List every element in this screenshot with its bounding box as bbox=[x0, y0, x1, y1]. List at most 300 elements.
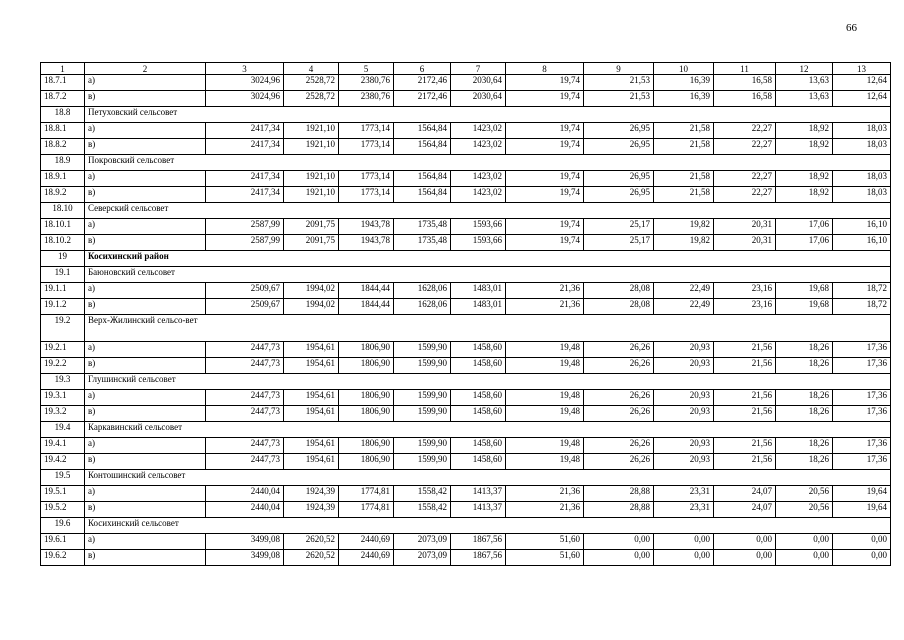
value-cell: 13,63 bbox=[776, 75, 833, 91]
value-cell: 17,36 bbox=[833, 342, 891, 358]
value-cell: 1458,60 bbox=[451, 342, 506, 358]
row-label: а) bbox=[85, 219, 206, 235]
row-label: в) bbox=[85, 502, 206, 518]
value-cell: 1954,61 bbox=[284, 406, 339, 422]
table-row bbox=[41, 502, 891, 518]
value-cell: 0,00 bbox=[776, 550, 833, 566]
column-number-header: 11 bbox=[714, 63, 776, 75]
row-label: в) bbox=[85, 454, 206, 470]
value-cell: 16,39 bbox=[654, 75, 714, 91]
value-cell: 1735,48 bbox=[394, 235, 451, 251]
row-code: 19.1 bbox=[41, 267, 85, 283]
section-row bbox=[41, 315, 891, 342]
value-cell: 17,36 bbox=[833, 438, 891, 454]
value-cell: 2030,64 bbox=[451, 75, 506, 91]
value-cell: 2447,73 bbox=[206, 390, 284, 406]
value-cell: 26,95 bbox=[584, 187, 654, 203]
row-code: 19.6 bbox=[41, 518, 85, 534]
value-cell: 1773,14 bbox=[339, 139, 394, 155]
column-number-header-row bbox=[41, 63, 891, 75]
section-row bbox=[41, 267, 891, 283]
value-cell: 1921,10 bbox=[284, 139, 339, 155]
value-cell: 2091,75 bbox=[284, 219, 339, 235]
value-cell: 2440,69 bbox=[339, 550, 394, 566]
value-cell: 2528,72 bbox=[284, 91, 339, 107]
value-cell: 26,26 bbox=[584, 438, 654, 454]
value-cell: 18,03 bbox=[833, 187, 891, 203]
value-cell: 17,36 bbox=[833, 454, 891, 470]
value-cell: 2447,73 bbox=[206, 358, 284, 374]
section-title bbox=[85, 315, 891, 342]
value-cell: 1924,39 bbox=[284, 502, 339, 518]
row-code: 18.9.2 bbox=[41, 187, 85, 203]
row-code: 18.8.1 bbox=[41, 123, 85, 139]
value-cell: 17,06 bbox=[776, 219, 833, 235]
value-cell: 26,95 bbox=[584, 171, 654, 187]
value-cell: 21,36 bbox=[506, 299, 584, 315]
column-number-header: 12 bbox=[776, 63, 833, 75]
value-cell: 21,53 bbox=[584, 91, 654, 107]
value-cell: 1628,06 bbox=[394, 283, 451, 299]
value-cell: 1844,44 bbox=[339, 283, 394, 299]
value-cell: 20,93 bbox=[654, 390, 714, 406]
value-cell: 19,82 bbox=[654, 235, 714, 251]
value-cell: 1867,56 bbox=[451, 550, 506, 566]
value-cell: 1458,60 bbox=[451, 438, 506, 454]
row-code: 18.10 bbox=[41, 203, 85, 219]
row-code: 19.6.1 bbox=[41, 534, 85, 550]
value-cell: 1593,66 bbox=[451, 219, 506, 235]
value-cell: 21,56 bbox=[714, 390, 776, 406]
value-cell: 0,00 bbox=[714, 550, 776, 566]
value-cell: 1735,48 bbox=[394, 219, 451, 235]
row-code: 19.2.2 bbox=[41, 358, 85, 374]
value-cell: 17,36 bbox=[833, 358, 891, 374]
table-row bbox=[41, 139, 891, 155]
tariff-table bbox=[40, 62, 891, 566]
value-cell: 20,93 bbox=[654, 438, 714, 454]
section-row bbox=[41, 470, 891, 486]
value-cell: 1773,14 bbox=[339, 123, 394, 139]
value-cell: 1599,90 bbox=[394, 438, 451, 454]
value-cell: 1413,37 bbox=[451, 502, 506, 518]
value-cell: 24,07 bbox=[714, 502, 776, 518]
section-row bbox=[41, 251, 891, 267]
value-cell: 3024,96 bbox=[206, 91, 284, 107]
value-cell: 19,74 bbox=[506, 235, 584, 251]
value-cell: 18,92 bbox=[776, 123, 833, 139]
value-cell: 26,95 bbox=[584, 123, 654, 139]
value-cell: 1458,60 bbox=[451, 454, 506, 470]
value-cell: 1564,84 bbox=[394, 171, 451, 187]
value-cell: 0,00 bbox=[654, 550, 714, 566]
value-cell: 19,48 bbox=[506, 406, 584, 422]
row-code: 19.1.1 bbox=[41, 283, 85, 299]
value-cell: 20,31 bbox=[714, 235, 776, 251]
value-cell: 24,07 bbox=[714, 486, 776, 502]
value-cell: 22,27 bbox=[714, 123, 776, 139]
table-row bbox=[41, 299, 891, 315]
value-cell: 2447,73 bbox=[206, 406, 284, 422]
value-cell: 2587,99 bbox=[206, 219, 284, 235]
value-cell: 21,56 bbox=[714, 454, 776, 470]
value-cell: 21,56 bbox=[714, 438, 776, 454]
value-cell: 19,74 bbox=[506, 91, 584, 107]
row-code: 19.2 bbox=[41, 315, 85, 342]
row-code: 18.9.1 bbox=[41, 171, 85, 187]
value-cell: 1599,90 bbox=[394, 358, 451, 374]
value-cell: 2440,04 bbox=[206, 486, 284, 502]
value-cell: 21,36 bbox=[506, 486, 584, 502]
row-code: 18.8.2 bbox=[41, 139, 85, 155]
table-row bbox=[41, 550, 891, 566]
row-label: а) bbox=[85, 123, 206, 139]
value-cell: 18,03 bbox=[833, 139, 891, 155]
value-cell: 20,93 bbox=[654, 406, 714, 422]
value-cell: 3499,08 bbox=[206, 550, 284, 566]
table-row bbox=[41, 91, 891, 107]
column-number-header: 8 bbox=[506, 63, 584, 75]
section-row bbox=[41, 155, 891, 171]
value-cell: 2509,67 bbox=[206, 283, 284, 299]
value-cell: 1423,02 bbox=[451, 139, 506, 155]
row-label: а) bbox=[85, 75, 206, 91]
value-cell: 1599,90 bbox=[394, 406, 451, 422]
table-row bbox=[41, 342, 891, 358]
value-cell: 1921,10 bbox=[284, 187, 339, 203]
value-cell: 18,92 bbox=[776, 187, 833, 203]
row-label: в) bbox=[85, 299, 206, 315]
value-cell: 26,26 bbox=[584, 454, 654, 470]
table-row bbox=[41, 187, 891, 203]
row-code: 18.8 bbox=[41, 107, 85, 123]
row-label: а) bbox=[85, 171, 206, 187]
value-cell: 18,03 bbox=[833, 171, 891, 187]
table-row bbox=[41, 454, 891, 470]
value-cell: 2380,76 bbox=[339, 75, 394, 91]
value-cell: 25,17 bbox=[584, 219, 654, 235]
value-cell: 19,74 bbox=[506, 139, 584, 155]
value-cell: 22,27 bbox=[714, 171, 776, 187]
row-code: 19.1.2 bbox=[41, 299, 85, 315]
column-number-header: 5 bbox=[339, 63, 394, 75]
value-cell: 1593,66 bbox=[451, 235, 506, 251]
section-row bbox=[41, 518, 891, 534]
value-cell: 1564,84 bbox=[394, 139, 451, 155]
value-cell: 1867,56 bbox=[451, 534, 506, 550]
value-cell: 19,68 bbox=[776, 299, 833, 315]
value-cell: 1423,02 bbox=[451, 171, 506, 187]
value-cell: 1954,61 bbox=[284, 454, 339, 470]
value-cell: 26,26 bbox=[584, 342, 654, 358]
section-row bbox=[41, 203, 891, 219]
value-cell: 19,74 bbox=[506, 171, 584, 187]
value-cell: 1806,90 bbox=[339, 406, 394, 422]
column-number-header: 3 bbox=[206, 63, 284, 75]
value-cell: 18,92 bbox=[776, 171, 833, 187]
value-cell: 1458,60 bbox=[451, 406, 506, 422]
value-cell: 0,00 bbox=[654, 534, 714, 550]
row-code: 19.2.1 bbox=[41, 342, 85, 358]
value-cell: 19,48 bbox=[506, 390, 584, 406]
section-title: Каркавинский сельсовет bbox=[85, 422, 891, 438]
value-cell: 1458,60 bbox=[451, 390, 506, 406]
value-cell: 28,88 bbox=[584, 502, 654, 518]
value-cell: 19,74 bbox=[506, 187, 584, 203]
value-cell: 16,10 bbox=[833, 219, 891, 235]
value-cell: 19,74 bbox=[506, 219, 584, 235]
value-cell: 20,93 bbox=[654, 454, 714, 470]
value-cell: 17,36 bbox=[833, 390, 891, 406]
value-cell: 19,48 bbox=[506, 454, 584, 470]
value-cell: 20,31 bbox=[714, 219, 776, 235]
value-cell: 2440,04 bbox=[206, 502, 284, 518]
value-cell: 18,26 bbox=[776, 358, 833, 374]
value-cell: 0,00 bbox=[584, 550, 654, 566]
column-number-header: 10 bbox=[654, 63, 714, 75]
row-label: а) bbox=[85, 438, 206, 454]
table-row bbox=[41, 75, 891, 91]
value-cell: 19,68 bbox=[776, 283, 833, 299]
value-cell: 2447,73 bbox=[206, 342, 284, 358]
value-cell: 20,56 bbox=[776, 502, 833, 518]
value-cell: 1628,06 bbox=[394, 299, 451, 315]
value-cell: 12,64 bbox=[833, 75, 891, 91]
value-cell: 2447,73 bbox=[206, 454, 284, 470]
value-cell: 19,48 bbox=[506, 438, 584, 454]
value-cell: 1844,44 bbox=[339, 299, 394, 315]
value-cell: 23,31 bbox=[654, 502, 714, 518]
value-cell: 21,58 bbox=[654, 123, 714, 139]
value-cell: 0,00 bbox=[833, 534, 891, 550]
value-cell: 1483,01 bbox=[451, 299, 506, 315]
value-cell: 1564,84 bbox=[394, 187, 451, 203]
value-cell: 21,56 bbox=[714, 406, 776, 422]
value-cell: 2073,09 bbox=[394, 550, 451, 566]
section-title: Петуховский сельсовет bbox=[85, 107, 891, 123]
row-code: 19.5 bbox=[41, 470, 85, 486]
value-cell: 1943,78 bbox=[339, 235, 394, 251]
row-code: 18.10.2 bbox=[41, 235, 85, 251]
value-cell: 21,56 bbox=[714, 358, 776, 374]
value-cell: 0,00 bbox=[714, 534, 776, 550]
value-cell: 2172,46 bbox=[394, 75, 451, 91]
row-code: 19.4.1 bbox=[41, 438, 85, 454]
value-cell: 1954,61 bbox=[284, 438, 339, 454]
row-code: 19.4 bbox=[41, 422, 85, 438]
value-cell: 2417,34 bbox=[206, 187, 284, 203]
value-cell: 16,10 bbox=[833, 235, 891, 251]
value-cell: 1774,81 bbox=[339, 486, 394, 502]
column-number-header: 1 bbox=[41, 63, 85, 75]
value-cell: 2380,76 bbox=[339, 91, 394, 107]
value-cell: 2440,69 bbox=[339, 534, 394, 550]
value-cell: 1954,61 bbox=[284, 342, 339, 358]
row-label: а) bbox=[85, 390, 206, 406]
value-cell: 51,60 bbox=[506, 534, 584, 550]
value-cell: 26,26 bbox=[584, 406, 654, 422]
value-cell: 23,16 bbox=[714, 283, 776, 299]
value-cell: 26,95 bbox=[584, 139, 654, 155]
value-cell: 1423,02 bbox=[451, 123, 506, 139]
value-cell: 1806,90 bbox=[339, 342, 394, 358]
row-label: в) bbox=[85, 187, 206, 203]
value-cell: 1413,37 bbox=[451, 486, 506, 502]
value-cell: 21,56 bbox=[714, 342, 776, 358]
column-number-header: 4 bbox=[284, 63, 339, 75]
value-cell: 18,26 bbox=[776, 454, 833, 470]
value-cell: 17,36 bbox=[833, 406, 891, 422]
value-cell: 19,64 bbox=[833, 502, 891, 518]
value-cell: 28,08 bbox=[584, 283, 654, 299]
page-number: 66 bbox=[846, 22, 857, 34]
section-row bbox=[41, 107, 891, 123]
row-code: 19.3.1 bbox=[41, 390, 85, 406]
value-cell: 18,92 bbox=[776, 139, 833, 155]
value-cell: 18,26 bbox=[776, 342, 833, 358]
value-cell: 1773,14 bbox=[339, 171, 394, 187]
row-label: а) bbox=[85, 486, 206, 502]
value-cell: 1774,81 bbox=[339, 502, 394, 518]
value-cell: 18,72 bbox=[833, 283, 891, 299]
value-cell: 21,58 bbox=[654, 187, 714, 203]
value-cell: 2447,73 bbox=[206, 438, 284, 454]
value-cell: 2417,34 bbox=[206, 171, 284, 187]
value-cell: 1994,02 bbox=[284, 299, 339, 315]
value-cell: 19,48 bbox=[506, 342, 584, 358]
table-row bbox=[41, 406, 891, 422]
column-number-header: 13 bbox=[833, 63, 891, 75]
row-label: а) bbox=[85, 534, 206, 550]
value-cell: 18,72 bbox=[833, 299, 891, 315]
value-cell: 2417,34 bbox=[206, 123, 284, 139]
value-cell: 1558,42 bbox=[394, 502, 451, 518]
value-cell: 1599,90 bbox=[394, 390, 451, 406]
value-cell: 22,49 bbox=[654, 283, 714, 299]
section-title: Косихинский сельсовет bbox=[85, 518, 891, 534]
table-row bbox=[41, 219, 891, 235]
value-cell: 28,88 bbox=[584, 486, 654, 502]
value-cell: 28,08 bbox=[584, 299, 654, 315]
value-cell: 20,93 bbox=[654, 342, 714, 358]
value-cell: 1806,90 bbox=[339, 390, 394, 406]
value-cell: 21,58 bbox=[654, 171, 714, 187]
value-cell: 26,26 bbox=[584, 358, 654, 374]
value-cell: 2528,72 bbox=[284, 75, 339, 91]
value-cell: 16,58 bbox=[714, 91, 776, 107]
row-label: в) bbox=[85, 235, 206, 251]
value-cell: 16,39 bbox=[654, 91, 714, 107]
value-cell: 2030,64 bbox=[451, 91, 506, 107]
value-cell: 19,82 bbox=[654, 219, 714, 235]
value-cell: 20,56 bbox=[776, 486, 833, 502]
value-cell: 1806,90 bbox=[339, 438, 394, 454]
column-number-header: 2 bbox=[85, 63, 206, 75]
value-cell: 1943,78 bbox=[339, 219, 394, 235]
table-row bbox=[41, 235, 891, 251]
row-code: 19.3.2 bbox=[41, 406, 85, 422]
section-row bbox=[41, 422, 891, 438]
row-code: 19.5.1 bbox=[41, 486, 85, 502]
section-title: Покровский сельсовет bbox=[85, 155, 891, 171]
value-cell: 18,03 bbox=[833, 123, 891, 139]
value-cell: 1458,60 bbox=[451, 358, 506, 374]
value-cell: 19,64 bbox=[833, 486, 891, 502]
table-row bbox=[41, 171, 891, 187]
row-label: в) bbox=[85, 139, 206, 155]
row-code: 18.10.1 bbox=[41, 219, 85, 235]
column-number-header: 9 bbox=[584, 63, 654, 75]
table-row bbox=[41, 486, 891, 502]
value-cell: 1423,02 bbox=[451, 187, 506, 203]
value-cell: 17,06 bbox=[776, 235, 833, 251]
column-number-header: 6 bbox=[394, 63, 451, 75]
row-code: 19.5.2 bbox=[41, 502, 85, 518]
value-cell: 2620,52 bbox=[284, 550, 339, 566]
table-body bbox=[41, 63, 891, 566]
value-cell: 2172,46 bbox=[394, 91, 451, 107]
value-cell: 3499,08 bbox=[206, 534, 284, 550]
value-cell: 16,58 bbox=[714, 75, 776, 91]
row-label: в) bbox=[85, 358, 206, 374]
value-cell: 1954,61 bbox=[284, 358, 339, 374]
value-cell: 20,93 bbox=[654, 358, 714, 374]
value-cell: 19,74 bbox=[506, 75, 584, 91]
section-row bbox=[41, 374, 891, 390]
row-code: 18.9 bbox=[41, 155, 85, 171]
value-cell: 2073,09 bbox=[394, 534, 451, 550]
section-title: Северский сельсовет bbox=[85, 203, 891, 219]
value-cell: 1921,10 bbox=[284, 123, 339, 139]
value-cell: 3024,96 bbox=[206, 75, 284, 91]
value-cell: 19,48 bbox=[506, 358, 584, 374]
value-cell: 1599,90 bbox=[394, 454, 451, 470]
table-row bbox=[41, 390, 891, 406]
table-row bbox=[41, 123, 891, 139]
value-cell: 1483,01 bbox=[451, 283, 506, 299]
section-title-text: Верх-Жилинский сельсо-вет bbox=[88, 315, 198, 325]
value-cell: 22,27 bbox=[714, 139, 776, 155]
value-cell: 2417,34 bbox=[206, 139, 284, 155]
value-cell: 1954,61 bbox=[284, 390, 339, 406]
value-cell: 18,26 bbox=[776, 390, 833, 406]
table-row bbox=[41, 283, 891, 299]
value-cell: 1599,90 bbox=[394, 342, 451, 358]
value-cell: 21,36 bbox=[506, 283, 584, 299]
value-cell: 21,58 bbox=[654, 139, 714, 155]
value-cell: 1921,10 bbox=[284, 171, 339, 187]
row-label: в) bbox=[85, 550, 206, 566]
value-cell: 1558,42 bbox=[394, 486, 451, 502]
value-cell: 13,63 bbox=[776, 91, 833, 107]
row-code: 19.6.2 bbox=[41, 550, 85, 566]
row-label: в) bbox=[85, 406, 206, 422]
value-cell: 19,74 bbox=[506, 123, 584, 139]
row-code: 19 bbox=[41, 251, 85, 267]
value-cell: 2509,67 bbox=[206, 299, 284, 315]
row-label: в) bbox=[85, 91, 206, 107]
row-code: 19.4.2 bbox=[41, 454, 85, 470]
table-row bbox=[41, 438, 891, 454]
section-title: Баюновский сельсовет bbox=[85, 267, 891, 283]
value-cell: 51,60 bbox=[506, 550, 584, 566]
value-cell: 2587,99 bbox=[206, 235, 284, 251]
value-cell: 23,16 bbox=[714, 299, 776, 315]
value-cell: 21,36 bbox=[506, 502, 584, 518]
value-cell: 22,49 bbox=[654, 299, 714, 315]
value-cell: 1924,39 bbox=[284, 486, 339, 502]
value-cell: 23,31 bbox=[654, 486, 714, 502]
